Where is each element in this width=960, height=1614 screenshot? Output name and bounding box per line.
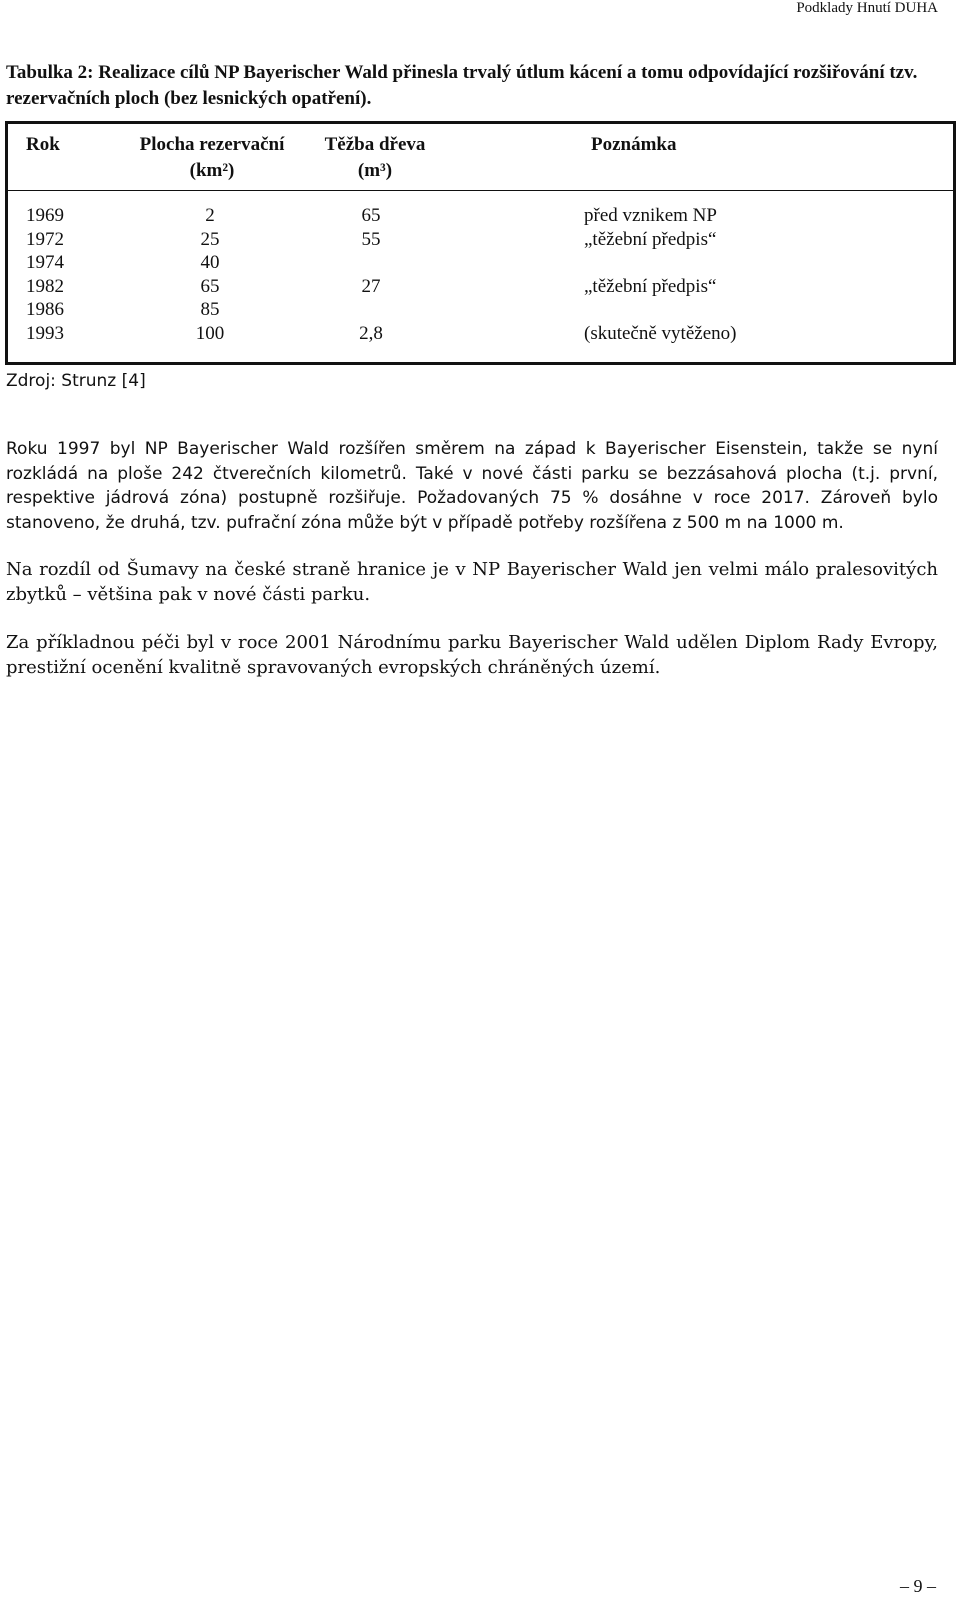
data-table [5,121,956,365]
header-harvest [289,124,461,185]
cell-harvest: 2,8 [359,322,383,344]
header-year: Rok [26,134,60,155]
cell-harvest: 55 [361,228,381,250]
page-number: – 9 – [900,1576,936,1596]
table-body [8,204,953,345]
paragraph-2: Na rozdíl od Šumavy na české straně hranice je v NP Bayerischer Wald jen velmi málo pralesovitých zbytků – většina pak v nové části parku. [6,559,938,605]
cell-area: 65 [200,275,220,297]
cell-note: (skutečně vytěženo) [584,322,737,344]
cell-year: 1986 [26,299,64,320]
table-header [8,124,953,185]
cell-area: 85 [200,299,220,320]
header-area-line2: (km²) [189,160,235,181]
table-row [8,228,953,252]
header-note: Poznámka [591,134,677,155]
table-row [8,204,953,228]
cell-area: 25 [200,228,220,250]
cell-year: 1972 [26,228,64,250]
table-row [8,251,953,275]
cell-harvest [286,298,456,322]
running-header: Podklady Hnutí DUHA [796,0,938,16]
cell-area: 100 [195,322,225,344]
cell-year: 1993 [26,322,64,344]
cell-harvest [286,251,456,275]
cell-year: 1974 [26,252,64,273]
table-row [8,275,953,299]
paragraph-1: Roku 1997 byl NP Bayerischer Wald rozšířen směrem na západ k Bayerischer Eisenstein, takže se nyní rozkládá na ploše 242 čtverečních kilometrů. Také v nové části parku se bezzásahová plocha (t.j. první, respektive jádrová zóna) postupně rozšiřuje. Požadovaných 75 % dosáhne v roce 2017. Zároveň bylo stanoveno, že druhá, tzv. pufrační zóna může být v případě potřeby rozšířena z 500 m na 1000 m. [6,439,938,533]
cell-note: před vznikem NP [584,205,717,226]
cell-note [456,251,953,275]
header-divider [8,190,953,191]
cell-note: „těžební předpis“ [584,228,717,250]
cell-harvest: 65 [361,205,381,226]
cell-note [456,298,953,322]
header-harvest-line1: Těžba dřeva [324,134,426,155]
cell-note: „těžební předpis“ [584,275,717,297]
table-row [8,322,953,346]
cell-area: 40 [200,252,220,273]
paragraph-3: Za příkladnou péči byl v roce 2001 Národnímu parku Bayerischer Wald udělen Diplom Rady Evropy, prestižní ocenění kvalitně spravovaných evropských chráněných území. [6,632,938,678]
header-harvest-line2: (m³) [357,160,393,181]
table-caption: Tabulka 2: Realizace cílů NP Bayerischer Wald přinesla trvalý útlum kácení a tomu odpovídající rozšiřování tzv. rezervačních ploch (bez lesnických opatření). [6,62,918,109]
cell-harvest: 27 [361,275,381,297]
table-source: Zdroj: Strunz [4] [6,371,146,391]
header-area [135,124,289,185]
table-row [8,298,953,322]
cell-year: 1982 [26,275,64,297]
header-area-line1: Plocha rezervační [139,134,285,155]
cell-area: 2 [205,205,215,226]
cell-year: 1969 [26,205,64,226]
